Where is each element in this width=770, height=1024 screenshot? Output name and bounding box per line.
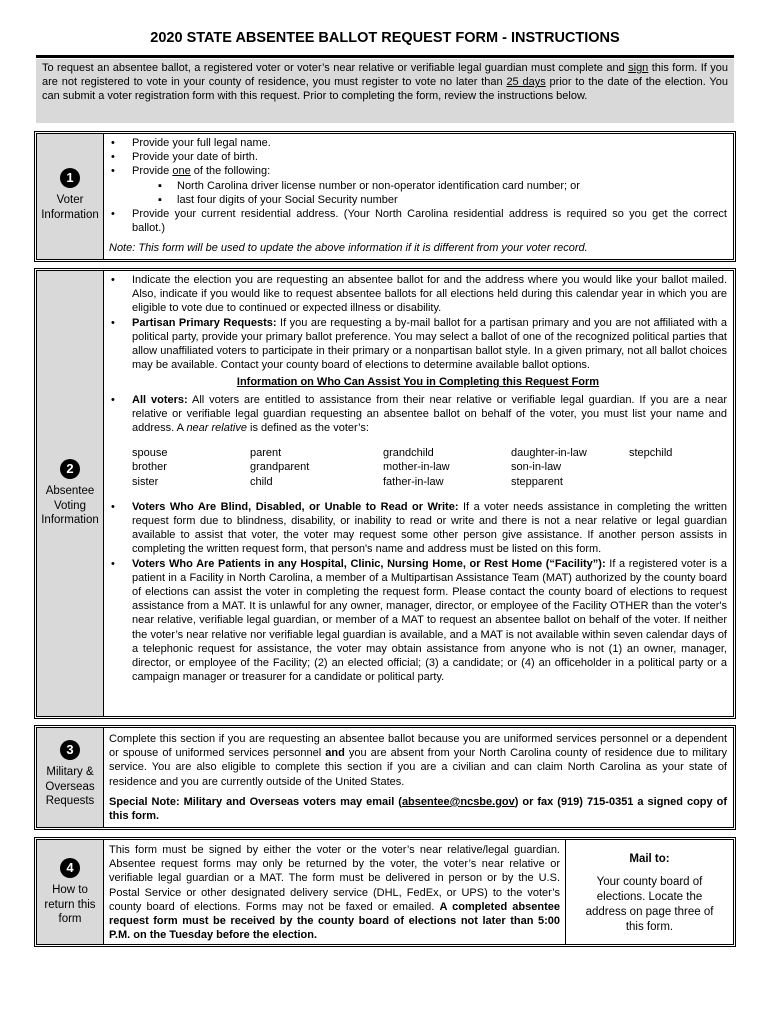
relatives-col-1 xyxy=(132,446,250,489)
section-military-overseas xyxy=(36,727,734,828)
list-item-text: If a voter needs assistance in completing the written request form due to blindness, disability, or inability to read or write and there is not a near relative or legal guardian available to assist that voter, the voter may request some other person give assistance. If another person assists in completing the written request form, that person's name and address must be listed on this form. xyxy=(132,500,727,556)
list-item-text: If you are requesting a by-mail ballot for a partisan primary and you are not affiliated with a political party, provide your primary ballot preference. You may select a ballot of one of the recognized political parties that allow unaffiliated voters to participate in their primary or a nonpartisan ballot style. In a given primary, not all ballot choices may be available. Contact your county board of elections to determine available ballot options. xyxy=(132,316,727,372)
section-1-label: Voter Information xyxy=(41,194,99,221)
section-4-number: 4 xyxy=(60,858,80,878)
relative-term: child xyxy=(250,475,273,488)
section-3-paragraph xyxy=(103,732,733,789)
intro-text-2: this form. If you are not registered to vote in your county of residence, you must register to vote no later than xyxy=(42,62,729,89)
special-note-text: ) or fax (919) 715-0351 a signed copy of this form. xyxy=(109,795,727,823)
list-item-text: Provide xyxy=(132,165,173,178)
list-item xyxy=(103,557,733,685)
section-absentee-voting xyxy=(36,270,734,717)
relative-term: mother-in-law xyxy=(383,461,450,474)
relatives-col-4 xyxy=(511,446,629,489)
section-1-content xyxy=(103,134,733,259)
relative-term: grandparent xyxy=(250,461,310,474)
intro-text-1: To request an absentee ballot, a registered voter or voter’s near relative or verifiable legal guardian must complete and xyxy=(42,62,629,74)
intro-sign: sign xyxy=(628,62,649,74)
page-title: 2020 STATE ABSENTEE BALLOT REQUEST FORM - INSTRUCTIONS xyxy=(150,30,620,46)
list-item-heading: Voters Who Are Blind, Disabled, or Unable to Read or Write: xyxy=(132,500,459,513)
relative-term: spouse xyxy=(132,447,168,460)
list-item: • Provide your full legal name. xyxy=(103,136,733,150)
list-item: • Indicate the election you are requesting an absentee ballot for and the address where you would like your ballot mailed. Also, indicate if you would like to request absentee ballots for all elections held during this calendar year in which you are eligible to vote due to continued or expected illness or disability. xyxy=(103,273,733,316)
section-4-paragraph xyxy=(103,843,566,942)
relative-term: grandchild xyxy=(383,447,434,460)
relative-term: stepparent xyxy=(511,475,563,488)
list-item: • Provide your current residential address. (Your North Carolina residential address is required so you get the correct ballot.) xyxy=(103,207,733,235)
list-item-heading: Partisan Primary Requests: xyxy=(132,316,277,329)
paragraph-text: you are absent from your North Carolina county of residence due to military service. You are also eligible to complete this section if you are a civilian and can claim North Carolina as your state of residence and you are currently outside of the United States. xyxy=(109,747,727,788)
special-note xyxy=(103,795,733,823)
section-voter-information xyxy=(36,133,734,260)
paragraph-bold: and xyxy=(325,747,345,760)
special-note-text: Special Note: Military and Overseas voters may email ( xyxy=(109,795,402,808)
paragraph-bold: A completed absentee request form must be received by the county board of elections not later than 5:00 P.M. on the Tuesday before the election. xyxy=(109,900,561,942)
list-item-underline: one xyxy=(172,165,191,178)
email-link[interactable]: absentee@ncsbe.gov xyxy=(401,795,515,808)
mail-to-title: Mail to: xyxy=(629,853,670,865)
relative-term: stepchild xyxy=(629,447,673,460)
mail-to-box xyxy=(565,840,733,944)
sub-list-item: ▪ North Carolina driver license number or non-operator identification card number; or xyxy=(132,179,727,193)
intro-text-3: prior to the date of the election. You can submit a voter registration form with this request. Prior to completing the form, review the instructions below. xyxy=(42,76,728,103)
intro-paragraph xyxy=(36,59,734,123)
relatives-col-3 xyxy=(383,446,511,489)
section-3-number: 3 xyxy=(60,740,80,760)
relatives-col-2 xyxy=(250,446,383,489)
list-item-text: If a registered voter is a patient in a Facility in North Carolina, a member of a Multipartisan Assistance Team (MAT) authorized by the county board of elections can assist the voter in completing the request form. Please contact the county board of elections to request assistance from a MAT. It is unlawful for any owner, manager, director, or employee of the Facility OTHER than the voter's near relative, verifiable legal guardian, or member of a MAT to request an absentee ballot on behalf of the voter. If neither the voter’s near relative nor verifiable legal guardian is available, and a MAT is not available within seven calendar days of a telephonic request for assistance, the voter may obtain assistance from anyone who is not (1) an owner, manager, director, or employee of the Facility; (2) an elected official; (3) a candidate; or (4) an officeholder in a political party or a campaign manager or treasurer for a candidate or political party. xyxy=(132,557,727,684)
section-1-number: 1 xyxy=(60,168,80,188)
relative-term: father-in-law xyxy=(383,475,444,488)
relative-term: daughter-in-law xyxy=(511,447,587,460)
section-2-label: Absentee Voting Information xyxy=(41,485,99,526)
relative-term: sister xyxy=(132,475,159,488)
section-1-note: Note: This form will be used to update the above information if it is different from your voter record. xyxy=(109,242,588,255)
list-item xyxy=(103,164,733,207)
section-3-content xyxy=(103,728,733,827)
relative-term: parent xyxy=(250,447,282,460)
list-item xyxy=(103,316,733,373)
paragraph-text: This form must be signed by either the voter or the voter’s near relative/legal guardian. Absentee request forms may only be returned by the voter, the voter’s near relative or verifiable legal guardian or a MAT. The form must be delivered in person or by the U.S. Postal Service or other designated delivery service (DHL, FedEx, or UPS) to the voter’s county board of elections. Forms may not be faxed or emailed. xyxy=(109,844,560,913)
section-2-sidebar xyxy=(37,271,104,716)
assist-heading: Information on Who Can Assist You in Completing this Request Form xyxy=(236,376,600,389)
sub-list-item: ▪ last four digits of your Social Security number xyxy=(132,193,727,207)
list-item-italic: near relative xyxy=(186,422,247,435)
list-item-heading: Voters Who Are Patients in any Hospital, Clinic, Nursing Home, or Rest Home (“Facility”): xyxy=(132,557,606,570)
list-item xyxy=(103,393,733,436)
section-3-label: Military & Overseas Requests xyxy=(45,766,95,807)
list-item-heading: All voters: xyxy=(132,393,188,406)
section-4-label: How to return this form xyxy=(44,884,96,925)
section-1-sidebar xyxy=(37,134,104,259)
list-item xyxy=(103,500,733,557)
mail-to-body: Your county board of elections. Locate the address on page three of this form. xyxy=(585,876,714,933)
list-item-text: All voters are entitled to assistance from their near relative or verifiable legal guardian. If you are a near relative or verifiable legal guardian requesting an absentee ballot on behalf of the voter, you must list your name and address. A xyxy=(132,393,727,435)
list-item: • Provide your date of birth. xyxy=(103,150,733,164)
section-4-sidebar xyxy=(37,840,104,944)
list-item-text: of the following: xyxy=(190,165,271,178)
paragraph-text: Complete this section if you are requesting an absentee ballot because you are uniformed services personnel or a dependent or spouse of uniformed services personnel xyxy=(109,733,727,760)
section-3-sidebar xyxy=(37,728,104,827)
section-4-content xyxy=(103,840,566,944)
intro-days: 25 days xyxy=(506,76,546,89)
relative-term: son-in-law xyxy=(511,461,562,474)
relatives-table xyxy=(132,446,672,489)
relative-term: brother xyxy=(132,461,167,474)
section-2-content xyxy=(103,271,733,716)
section-2-number: 2 xyxy=(60,459,80,479)
title-rule xyxy=(36,55,734,58)
section-return-form xyxy=(36,839,734,945)
list-item-text: is defined as the voter’s: xyxy=(246,422,369,435)
relatives-col-5 xyxy=(629,446,672,489)
